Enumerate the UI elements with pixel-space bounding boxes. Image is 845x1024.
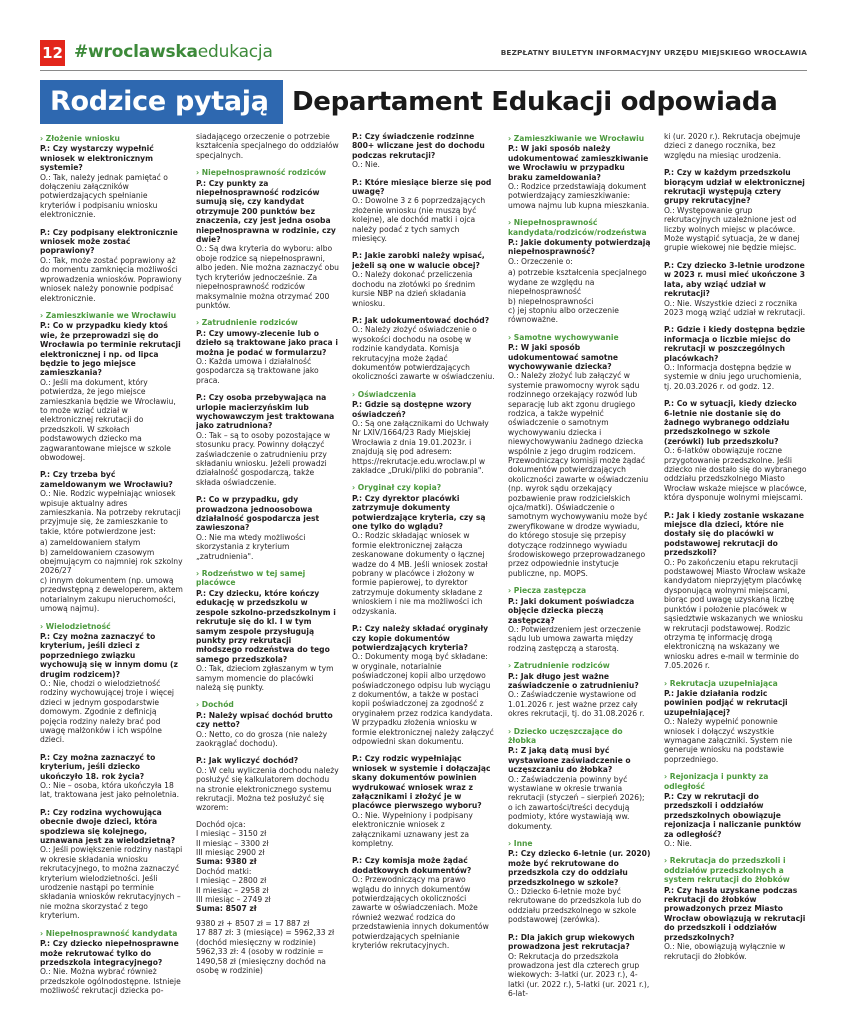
list-item: a) potrzebie kształcenia specjalnego wydane ze względu na niepełnosprawność — [508, 268, 647, 297]
answer: O.: Nie. Rodzic wypełniając wniosek wpisuje aktualny adres zamieszkania. Na potrzeby rekrutacji przyjmuje się, że zamieszkanie to takie, które potwierdzone jest: — [40, 489, 181, 536]
answer: O.: Nie. — [352, 160, 380, 170]
answer: O.: Należy dokonać przeliczenia dochodu na złotówki po średnim kursie NBP na dzień składania wniosku. — [352, 270, 476, 308]
section-heading: › Wielodzietność — [40, 622, 183, 631]
answer: O.: Rodzice przedstawiają dokument potwierdzający zamieszkiwanie: umowa najmu lub kupna mieszkania. — [508, 182, 650, 210]
answer: O.: Nie. Wszystkie dzieci z rocznika 2023 mogą wziąć udział w rekrutacji. — [664, 298, 806, 317]
section-heading: › Niepełnosprawność kandydata — [40, 929, 183, 938]
answer: O.: Tak – są to osoby pozostające w stosunku pracy. Powinny dołączyć zaświadczenie o zatrudnieniu przy składaniu wniosku. Jeżeli prowadzi działalność gospodarczą, także składa oświadczenie. — [196, 430, 331, 487]
answer: O.: Dokumenty mogą być składane: w oryginale, notarialnie poświadczonej kopii albo urzędowo poświadczonego odpisu lub wyciągu z dokumentów, a także w postaci kopii poświadczonej za zgodność z oryginałem przez rodzica kandydata. W przypadku złożenia wniosku w formie elektronicznej należy załączyć odpowiedni skan dokumentu. — [352, 652, 494, 746]
answer: O.: Są one załącznikami do Uchwały Nr LXIV/1664/23 Rady Miejskiej Wrocławia z dnia 19.01.2023r. i znajdują się pod adresem: https://rekrutacje.edu.wroclaw.pl w zakładce „Druki/pliki do pobrania". — [352, 418, 489, 475]
section-heading: › Dziecko uczęszczające do żłobka — [508, 727, 651, 746]
hashtag-light: edukacja — [197, 42, 273, 62]
answer: O.: Orzeczenie o: — [508, 256, 573, 266]
section-heading: › Rekrutacja uzupełniająca — [664, 679, 807, 688]
question: P.: W jaki sposób udokumentować samotne wychowywanie dziecka? — [508, 343, 619, 371]
question: P.: Czy rodzic wypełniając wniosek w systemie i dołączając skany dokumentów powinien wydrukować wniosek wraz z załącznikami i złożyć je w placówce pierwszego wyboru? — [352, 754, 491, 811]
question: P.: Czy w rekrutacji do przedszkoli i oddziałów przedszkolnych obowiązuje rejonizacja i naliczanie punktów za odległość? — [664, 792, 802, 839]
section-heading: › Oświadczenia — [352, 390, 495, 399]
formula-line: II miesiąc – 3300 zł — [196, 838, 269, 848]
answer: O.: W celu wyliczenia dochodu należy posłużyć się kalkulatorem dochodu na stronie elektronicznego systemu rekrutacji. Można też posłużyć się wzorem: — [196, 765, 339, 813]
question: P.: Czy można zaznaczyć to kryterium, jeśli dzieci z poprzedniego związku wychowują się w innym domu (z drugim rodzicem)? — [40, 631, 178, 679]
question: P.: Jaki dokument poświadcza objęcie dziecka pieczą zastępczą? — [508, 596, 635, 625]
question: P.: Czy trzeba być zameldowanym we Wrocławiu? — [40, 470, 173, 489]
formula-line: 9380 zł + 8507 zł = 17 887 zł — [196, 918, 310, 928]
formula-sum: Suma: 8507 zł — [196, 904, 257, 914]
answer: O.: Dowolne 3 z 6 poprzedzających złożenie wniosku (nie muszą być kolejne), ale dochód matki i ojca należy podać z tych samych miesięcy. — [352, 196, 486, 244]
answer: O.: Należy złożyć oświadczenie o wysokości dochodu na osobę w rodzinie kandydata. Komisja rekrutacyjna może żądać dokumentów potwierdzających okoliczności zawarte w oświadczeniu. — [352, 325, 495, 382]
answer: O.: Nie. Można wybrać również przedszkole ogólnodostępne. Istnieje możliwość rekrutacji dziecka po- — [40, 967, 181, 996]
question: P.: Czy podpisany elektronicznie wniosek może zostać poprawiony? — [40, 227, 178, 256]
question: P.: Czy rodzina wychowująca obecnie dwoje dzieci, która spodziewa się kolejnego, uznawana jest za wielodzietną? — [40, 807, 176, 846]
section-heading: › Zatrudnienie rodziców — [508, 661, 651, 670]
formula-line: II miesiąc – 2958 zł — [196, 885, 269, 895]
answer: O.: Po zakończeniu etapu rekrutacji podstawowej Miasto Wrocław wskaże kandydatom nieprzyjętym placówkę dysponującą wolnymi miejscami, biorąc pod uwagę uzyskaną liczbę punktów i położenie placówek w sąsiedztwie wskazanych we wniosku w rekrutacji podstawowej. Rodzic otrzyma tę informację drogą elektroniczną na wskazany we wniosku adres e-mail w terminie do 7.05.2026 r. — [664, 557, 806, 671]
question: P.: Jakie zarobki należy wpisać, jeżeli są one w walucie obcej? — [352, 251, 485, 270]
question: P.: Z jaką datą musi być wystawione zaświadczenie o uczęszczaniu do żłobka? — [508, 746, 631, 775]
question: P.: Jakie działania rodzic powinien podjąć w rekrutacji uzupełniającej? — [664, 688, 788, 717]
formula-line: 5962,33 zł: 4 (osoby w rodzinie = 1490,58 zł (miesięczny dochód na osobę w rodzinie) — [196, 947, 326, 975]
answer: O.: Jeśli ma dokument, który potwierdza, że jego miejsce zamieszkania będzie we Wrocławiu, to może wziąć udział w elektronicznej rekrutacji do przedszkoli. W szkołach podstawowych dziecko ma zagwarantowane miejsce w szkole obwodowej. — [40, 377, 176, 462]
question: P.: Czy dyrektor placówki zatrzymuje dokumenty potwierdzające kryteria, czy są one tylko do wglądu? — [352, 493, 486, 532]
question: P.: Gdzie są dostępne wzory oświadczeń? — [352, 400, 472, 419]
question: P.: Czy wystarczy wypełnić wniosek w elektronicznym systemie? — [40, 144, 154, 173]
question: P.: Czy dziecko niepełnosprawne może rekrutować tylko do przedszkola integracyjnego? — [40, 939, 179, 967]
page-number: 12 — [40, 40, 65, 66]
list-item: c) innym dokumentem (np. umową przedwstępną z deweloperem, aktem notarialnym zakupu nieruchomości, umową najmu). — [40, 575, 183, 614]
formula-line: III miesiąc 2900 zł — [196, 848, 265, 858]
answer: O.: Informacja dostępna będzie w systemie w dniu jego uruchomienia, tj. 20.03.2026 r. od godz. 12. — [664, 362, 802, 391]
answer: O.: Rodzic składając wniosek w formie elektronicznej załącza zeskanowane dokumenty o łącznej wadze do 4 MB. Jeśli wniosek został pobrany w placówce i złożony w formie papierowej, to dyrektor zatrzymuje dokumenty składane z wnioskiem i nie ma możliwości ich odzyskania. — [352, 531, 488, 616]
headline-right: Departament Edukacji odpowiada — [292, 87, 778, 117]
list-item: b) zameldowaniem czasowym obejmującym co najmniej rok szkolny 2026/27 — [40, 547, 183, 576]
article-columns — [40, 132, 807, 1016]
question: P.: Czy dziecku, które kończy edukację w przedszkolu w zespole szkolno-przedszkolnym i rekrutuje się do kl. I w tym samym zespole przysługują punkty przy rekrutacji młodszego rodzeństwa do tego samego przedszkola? — [196, 588, 336, 664]
section-heading: › Złożenie wniosku — [40, 134, 183, 143]
question: P.: Należy wpisać dochód brutto czy netto? — [196, 710, 333, 730]
formula-line: Dochód ojca: — [196, 819, 246, 829]
question: P.: Czy dziecko 6-letnie (ur. 2020) może być rekrutowane do przedszkola czy do oddziału przedszkolnego w szkole? — [508, 849, 651, 887]
answer: O.: Zaświadczenia powinny być wystawiane w okresie trwania rekrutacji (styczeń – sierpień 2026); o ich zawartości/treści decydują podmioty, które wystawiają ww. dokumenty. — [508, 774, 645, 831]
question: P.: Czy punkty za niepełnosprawność rodziców sumują się, czy kandydat otrzymuje 200 punktów bez znaczenia, czy jest jedna osoba niepełnosprawna w rodzinie, czy dwie? — [196, 178, 336, 245]
answer: O.: Nie ma wtedy możliwości skorzystania z kryterium „zatrudnienia". — [196, 532, 306, 561]
section-heading: › Zamieszkiwanie we Wrocławiu — [508, 134, 651, 143]
question: P.: Jak długo jest ważne zaświadczenie o zatrudnieniu? — [508, 671, 639, 690]
answer: O.: Należy złożyć lub załączyć w systemie prawomocny wyrok sądu rodzinnego orzekający rozwód lub separację lub akt zgonu drugiego rodzica, a także wypełnić oświadczenie o samotnym wychowywaniu dziecka i niewychowywaniu żadnego dziecka wspólnie z jego drugim rodzicem. Przewodniczący komisji może żądać dokumentów potwierdzających okoliczności zawarte w oświadczeniu (np. wyrok sądu orzekający pozbawienie praw rodzicielskich ojca/matki). Oświadczenie o samotnym wychowywaniu może być zweryfikowane w drodze wywiadu, do którego stosuje się przepisy dotyczące rodzinnego wywiadu środowiskowego przeprowadzanego przez odpowiednie instytucje publiczne, np. MOPS. — [508, 371, 649, 578]
formula-line: Dochód matki: — [196, 866, 252, 876]
formula-line: III miesiąc – 2749 zł — [196, 895, 271, 905]
list-item: c) jej stopniu albo orzeczenie równoważne. — [508, 305, 619, 325]
answer: O.: Potwierdzeniem jest orzeczenie sądu lub umowa zawarta między rodziną zastępczą a starostą. — [508, 624, 641, 653]
question: P.: W jaki sposób należy udokumentować zamieszkiwanie we Wrocławiu w przypadku braku zameldowania? — [508, 144, 649, 182]
column-1 — [40, 132, 183, 1016]
section-heading: › Inne — [508, 839, 651, 848]
column-5 — [664, 132, 807, 1016]
answer: ki (ur. 2020 r.). Rekrutacja obejmuje dzieci z danego rocznika, bez względu na miesiąc urodzenia. — [664, 132, 801, 160]
section-heading: › Rejonizacja i punkty za odległość — [664, 772, 807, 791]
hashtag-bold: #wroclawska — [74, 42, 198, 62]
section-heading: › Zamieszkiwanie we Wrocławiu — [40, 311, 183, 320]
bulletin-title: BEZPŁATNY BIULETYN INFORMACYJNY URZĘDU MIEJSKIEGO WROCŁAWIA — [500, 48, 807, 57]
answer: O.: Nie. — [664, 839, 692, 849]
question: P.: Czy osoba przebywająca na urlopie macierzyńskim lub wychowawczym jest traktowana jako zatrudniona? — [196, 393, 335, 431]
headline-banner: Rodzice pytają — [40, 80, 283, 124]
header-divider — [40, 70, 807, 71]
page-header — [0, 0, 845, 78]
formula-line: I miesiąc – 3150 zł — [196, 829, 267, 839]
question: P.: Jak wyliczyć dochód? — [196, 756, 299, 766]
answer: O.: Dziecko 6-letnie może być rekrutowane do przedszkola lub do oddziału przedszkolnego w szkole podstawowej (zerówka). — [508, 887, 642, 925]
answer: O.: Są dwa kryteria do wyboru: albo oboje rodzice są niepełnosprawni, albo jeden. Nie można zaznaczyć obu tych kryteriów jednocześnie. Za niepełnosprawność rodziców maksymalnie można otrzymać 200 punktów. — [196, 244, 339, 310]
answer: O.: Tak, należy jednak pamiętać o dołączeniu załączników potwierdzających spełnianie kryteriów i podpisaniu wniosku elektronicznie. — [40, 172, 168, 220]
section-heading: › Samotne wychowywanie — [508, 333, 651, 342]
answer: O.: Nie, chodzi o wielodzietność rodziny wychowującej troje i więcej dzieci w jednym gospodarstwie domowym. Zgodnie z definicją pojęcia rodziny należy brać pod uwagę małżonków i ich wspólne dzieci. — [40, 678, 174, 745]
section-heading: › Dochód — [196, 700, 339, 709]
section-heading: › Niepełnosprawność rodziców — [196, 168, 339, 177]
answer: O: Rekrutacja do przedszkola prowadzona jest dla czterech grup wiekowych: 3-latki (ur. 2023 r.), 4-latki (ur. 2022 r.), 5-latki (ur. 2021 r.), 6-lat- — [508, 951, 650, 999]
column-3 — [352, 132, 495, 1016]
answer: O.: Przewodniczący ma prawo wglądu do innych dokumentów potwierdzających okoliczności zawarte w oświadczeniach. Może również wezwać rodzica do przedstawienia innych dokumentów potwierdzających spełnianie kryteriów rekrutacyjnych. — [352, 875, 489, 951]
question: P.: Co w przypadku kiedy ktoś wie, że przeprowadzi się do Wrocławia po terminie rekrutacji elektronicznej i np. od lipca będzie to jego miejsce zamieszkania? — [40, 321, 181, 378]
formula-sum: Suma: 9380 zł — [196, 857, 257, 867]
question: P.: Czy hasła uzyskane podczas rekrutacji do żłobków prowadzonych przez Miasto Wrocław obowiązują w rekrutacji do przedszkoli i oddziałów przedszkolnych? — [664, 885, 806, 942]
question: P.: Czy umowy-zlecenie lub o dzieło są traktowane jako praca i można je podać w formularzu? — [196, 328, 338, 357]
question: P.: Gdzie i kiedy dostępna będzie informacja o liczbie miejsc do rekrutacji w poszczególnych placówkach? — [664, 325, 806, 363]
column-2 — [196, 132, 339, 1016]
question: P.: Co w przypadku, gdy prowadzona jednoosobowa działalność gospodarcza jest zawieszona? — [196, 495, 320, 533]
question: P.: Czy komisja może żądać dodatkowych dokumentów? — [352, 856, 472, 875]
list-item: a) zameldowaniem stałym — [40, 538, 141, 548]
question: P.: Czy dziecko 3-letnie urodzone w 2023 r. musi mieć ukończone 3 lata, aby wziąć udział w rekrutacji? — [664, 260, 806, 299]
formula-line: I miesiąc – 2800 zł — [196, 876, 267, 886]
section-hashtag — [74, 42, 273, 62]
answer: O.: Tak, może zostać poprawiony aż do momentu zamknięcia możliwości wprowadzenia wniosków. Poprawiony wniosek należy ponownie podpisać elektronicznie. — [40, 255, 182, 303]
list-item: b) niepełnosprawności — [508, 296, 594, 306]
answer: O.: Jeśli powiększenie rodziny nastąpi w okresie składania wniosku rekrutacyjnego, to można zaznaczyć kryterium wielodzietności. Jeśli urodzenie nastąpi po terminie składania wniosków rekrutacyjnych – nie można skorzystać z tego kryterium. — [40, 845, 183, 921]
answer: O.: Każda umowa i działalność gospodarcza są traktowane jako praca. — [196, 356, 319, 385]
answer: O.: Nie, obowiązują wyłącznie w rekrutacji do żłobków. — [664, 942, 786, 961]
section-heading: › Niepełnosprawność kandydata/rodziców/rodzeństwa — [508, 218, 651, 237]
section-heading: › Oryginał czy kopia? — [352, 483, 495, 492]
answer: O.: Zaświadczenie wystawione od 1.01.2026 r. jest ważne przez cały okres rekrutacji, tj. do 31.08.2026 r. — [508, 690, 645, 719]
section-heading: › Zatrudnienie rodziców — [196, 318, 339, 327]
question: P.: Dla jakich grup wiekowych prowadzona jest rekrutacja? — [508, 932, 635, 952]
question: P.: Które miesiące bierze się pod uwagę? — [352, 177, 492, 197]
question: P.: Jak i kiedy zostanie wskazane miejsce dla dzieci, które nie dostały się do placówki w podstawowej rekrutacji do przedszkoli? — [664, 510, 804, 558]
answer: O.: 6-latków obowiązuje roczne przygotowanie przedszkolne. Jeśli dziecko nie dostało się do wybranego oddziału przedszkolnego Miasto Wrocław wskaże miejsce w placówce, która dysponuje wolnymi miejscami. — [664, 446, 807, 503]
answer: O.: Nie. Wypełniony i podpisany elektronicznie wniosek z załącznikami uznawany jest za kompletny. — [352, 810, 473, 849]
question: P.: Co w sytuacji, kiedy dziecko 6-letnie nie dostanie się do żadnego wybranego oddziału przedszkolnego w szkole (zerówki) lub przedszkolu? — [664, 399, 797, 446]
answer: O.: Tak, dzieciom zgłaszanym w tym samym momencie do placówki należą się punkty. — [196, 664, 334, 692]
question: P.: Czy w każdym przedszkolu biorącym udział w elektronicznej rekrutacji występują cztery grupy rekrutacyjne? — [664, 168, 805, 206]
question: P.: Jak udokumentować dochód? — [352, 315, 490, 325]
section-heading: › Rodzeństwo w tej samej placówce — [196, 569, 339, 588]
question: P.: Jakie dokumenty potwierdzają niepełnosprawność? — [508, 238, 651, 257]
answer: O.: Netto, co do grosza (nie należy zaokrąglać dochodu). — [196, 729, 328, 748]
section-heading: › Piecza zastępcza — [508, 586, 651, 595]
answer: O.: Należy wypełnić ponownie wniosek i dołączyć wszystkie wymagane załączniki. System nie generuje wniosku na podstawie poprzedniego. — [664, 717, 793, 764]
answer: siadającego orzeczenie o potrzebie kształcenia specjalnego do oddziałów specjalnych. — [196, 132, 339, 160]
section-heading: › Rekrutacja do przedszkoli i oddziałów przedszkolnych a system rekrutacji do żłobków — [664, 856, 807, 884]
question: P.: Czy należy składać oryginały czy kopie dokumentów potwierdzających kryteria? — [352, 624, 489, 652]
formula-line: 17 887 zł: 3 (miesiące) = 5962,33 zł (dochód miesięczny w rodzinie) — [196, 928, 335, 947]
question: P.: Czy świadczenie rodzinne 800+ wliczane jest do dochodu podczas rekrutacji? — [352, 132, 485, 160]
answer: O.: Nie – osoba, która ukończyła 18 lat, traktowana jest jako pełnoletnia. — [40, 781, 180, 800]
column-4 — [508, 132, 651, 1016]
answer: O.: Występowanie grup rekrutacyjnych uzależnione jest od liczby wolnych miejsc w placówce. Może wystąpić sytuacja, że w danej grupie wiekowej nie będzie miejsc. — [664, 205, 800, 253]
question: P.: Czy można zaznaczyć to kryterium, jeśli dziecko ukończyło 18. rok życia? — [40, 752, 156, 781]
